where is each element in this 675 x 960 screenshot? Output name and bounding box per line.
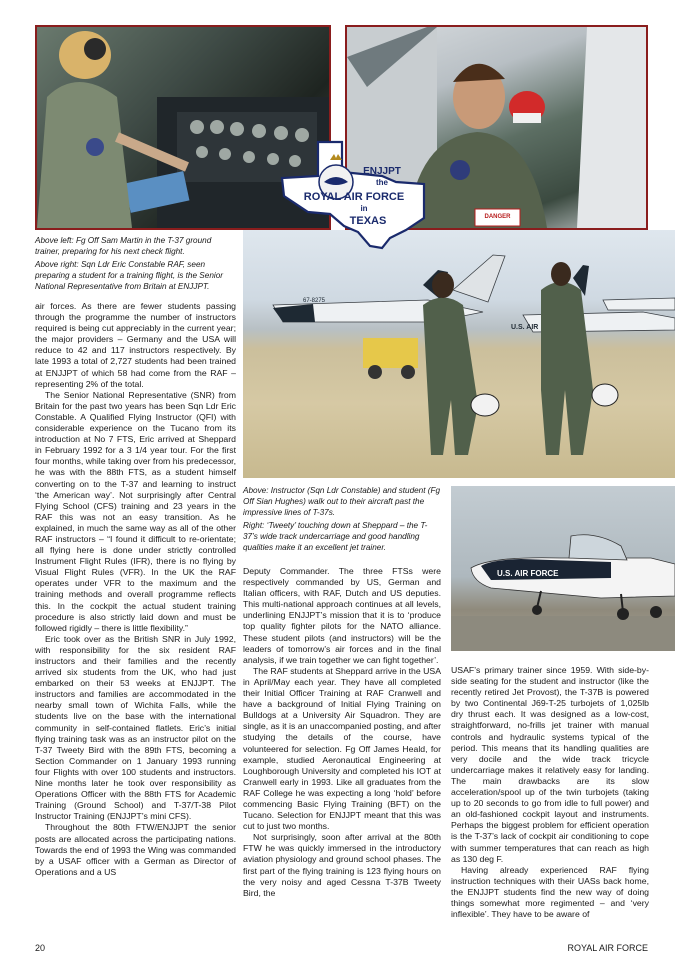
enjjpt-texas-badge bbox=[278, 138, 428, 250]
caption-above: Above: Instructor (Sqn Ldr Constable) and student (Fg Off Sian Hughes) walk out to their aircraft past the impressive lines of T-37s. bbox=[243, 486, 441, 517]
left-paragraph-4: Throughout the 80th FTW/ENJJPT the senior posts are allocated across the participating nations. Towards the end of 1993 the Wing was commanded by a USAF officer with a German as Director of Operations and a US bbox=[35, 822, 236, 877]
middle-paragraph-2: The RAF students at Sheppard arrive in the USA in April/May each year. They have all completed their Initial Officer Training at RAF Cranwell and have a background of Initial Flying Training on Bulldogs at a University Air Squadron. They are single, as it is an unaccompanied posting, and after studying the details of the course, have volunteered for selection. Fg Off James Heald, for example, studied Aeronautical Engineering at Loughborough University and completed his IOT at Cranwell early in 1993. Like all graduates from the RAF College he was expecting a long ‘hold’ before commencing Basic Flying Training (BFT) on the Tucano. Selection for ENJJPT meant that this was cut to just two months. bbox=[243, 665, 441, 832]
page-number: 20 bbox=[35, 943, 46, 953]
danger-label: DANGER bbox=[484, 214, 511, 220]
body-column-middle bbox=[243, 566, 441, 899]
fuselage-label-walkout: U.S. AIR bbox=[511, 324, 539, 331]
badge-line-in: in bbox=[360, 204, 368, 213]
caption-above-right: Above right: Sqn Ldr Eric Constable RAF, seen preparing a student for a training flight, is the Senior National Representative from Britain at ENJJPT. bbox=[35, 260, 223, 291]
photo-walk-out bbox=[243, 230, 675, 478]
flightline-illustration bbox=[243, 230, 675, 478]
left-paragraph-3: Eric took over as the British SNR in July 1992, with responsibility for the six resident RAF instructors and their families and the recently arrived six students from the UK, who had just embarked on their 53 weeks at ENJJPT. The instructors and families are accommodated in the nearby small town of Wichita Falls, while the students live on the base with the international community in self-contained flatlets. Eric’s initial flying training task was as an instructor pilot on the T-37 Tweety Bird with the 89th FTS, becoming a Section Commander on 1 January 1993 running four Flights with over 100 students and instructors. Nine months later he took over responsibility as Operations Officer with the 88th FTS for Academic Training (Ground School) and T-37/T-38 Pilot Instructor Training (ENJJPT’s mini CFS). bbox=[35, 633, 236, 822]
badge-line-texas: TEXAS bbox=[349, 215, 387, 227]
middle-paragraph-1: Deputy Commander. The three FTSs were respectively commanded by US, German and Italian officers, with RAF, Dutch and US deputies. This multi-national approach continues at all levels, underlining ENJJPT’s mission that it is to ‘produce top quality fighter pilots for the NATO alliance. These student pilots (and instructors) will be the leaders of tomorrow’s air forces and in the final analysis, if we train together we can fight together’. bbox=[243, 566, 441, 665]
right-paragraph-2: Having already experienced RAF flying instruction techniques with their UASs back home, the ENJJPT students find the new way of doing things somewhat more regimented – and ‘very inflexible’. They have to be aware of bbox=[451, 864, 649, 920]
badge-line-the: the bbox=[376, 178, 388, 187]
publication-name: ROYAL AIR FORCE bbox=[567, 943, 648, 953]
t37-illustration bbox=[451, 486, 675, 651]
left-paragraph-1: air forces. As there are fewer students passing through the programme the number of instructors required is being cut appreciably in the current year; the major providers – Germany and the USA will reduce to 42 and 117 instructors respectively. By late 1993 a total of 2,727 students had been trained at ENJJPT of which 58 had come from the RAF – representing 2% of the total. bbox=[35, 301, 236, 389]
right-paragraph-1: USAF’s primary trainer since 1959. With side-by-side seating for the student and instructor (like the recently retired Jet Provost), the T-37B is powered by two Continental J69-T-25 turbojets of 1,025lb dry thrust each. It was designed as a low-cost, straightforward, no-frills jet trainer with manual controls and hydraulic systems typical of the period. This means that its handling qualities are very docile and the wide track tricycle undercarriage makes it relatively easy for landing. The main drawbacks are its slow acceleration/spool up of the twin turbojets (taking up to 20 seconds to go from idle to full power) and an old-fashioned cockpit layout and instruments. Perhaps the biggest problem for efficient operation is the T-37’s lack of cockpit air conditioning to cope with summer temperatures that can reach as high as 130 deg F. bbox=[451, 665, 649, 864]
caption-above-left: Above left: Fg Off Sam Martin in the T-37 ground trainer, preparing for his next check flight. bbox=[35, 236, 212, 256]
left-paragraph-2: The Senior National Representative (SNR) from Britain for the past two years has been Sqn Ldr Eric Constable. A Qualified Flying Instructor (QFI) with considerable experience on the Tucano from its introduction at No 7 FTS, Eric arrived at Sheppard in February 1992 for a 3 1/4 year tour. For the first four months, while taking over from his predecessor, he was with the 88th FTS, as a student himself converting on to the T-37 and learning to instruct ‘the American way’. Not surprisingly after Central Flying School (CFS) training and 23 years in the RAF this was not an easy transition. As he explained, in much the same way as all of the other RAF instructors – “I found it difficult to re-orientate; all flying here is done under strictly controlled Instrument Flight Rules (IFR), there is no flying by Visual Flight Rules (VFR). In the UK the RAF operates under VFR to the maximum and the training methods and overall programme reflects this. In the cockpit the actual student training procedure is also strictly laid down and must be followed rigidly – there is little flexibility.” bbox=[35, 389, 236, 633]
caption-right: Right: ‘Tweety’ touching down at Sheppard – the T-37’s wide track undercarriage and good handling qualities make it an excellent jet trainer. bbox=[243, 521, 428, 552]
badge-line-raf: ROYAL AIR FORCE bbox=[303, 191, 405, 203]
fuselage-label-landing: U.S. AIR FORCE bbox=[497, 569, 559, 578]
tail-code-label: 67-8275 bbox=[303, 298, 326, 304]
body-column-right bbox=[451, 665, 649, 920]
badge-line-enjjpt: ENJJPT bbox=[363, 166, 401, 177]
photo-tweety-landing bbox=[451, 486, 675, 651]
middle-paragraph-3: Not surprisingly, soon after arrival at the 80th FTW he was quickly immersed in the introductory aviation physiology and ground school phases. The first part of the flying training is 123 flying hours on the very noisy and aged Cessna T-37B Tweety Bird, the bbox=[243, 832, 441, 898]
body-column-left bbox=[35, 301, 236, 878]
